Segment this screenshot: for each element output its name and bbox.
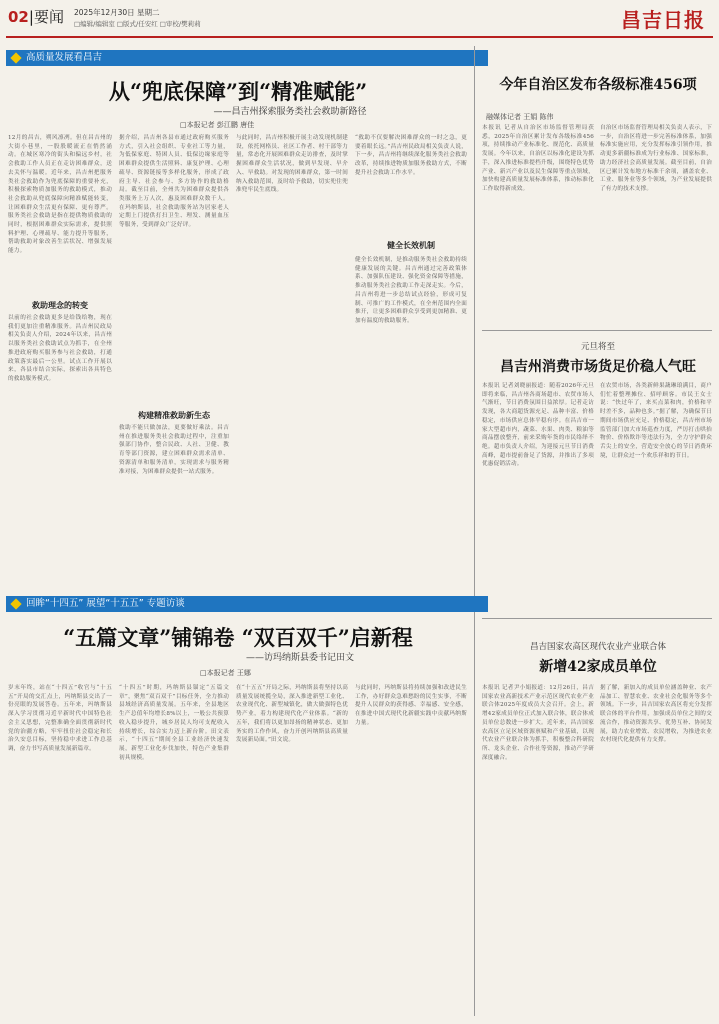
article1-subtitle: ——昌吉州探索服务类社会救助新路径 — [213, 107, 367, 117]
news1-byline: 融媒体记者 王娟 陈伟 — [486, 113, 554, 121]
news3-col2: 据了解，新加入的成员单位涵盖种业、农产品加工、智慧农业、农业社会化服务等多个领域。下一步，昌吉国家农高区将充分发挥联合体的平台作用，加强成员单位之间的交流合作，推动资源共享、优势互补、协同发展，助力农业增效、农民增收，为推进农业农村现代化提供有力支撑。 — [600, 685, 712, 744]
article2-title: “五篇文章”铺锦卷 “双百双千”启新程 — [63, 625, 413, 650]
article2-col4: 与此同时，玛纳斯县将持续加强和改进民生工作，办好群众急难愁盼的民生实事，不断提升人民群众的获得感、幸福感、安全感，在推进中国式现代化新疆实践中贡献玛纳斯力量。 — [355, 685, 467, 726]
news-separator-1 — [482, 330, 712, 331]
news1-col2: 自治区市场监督管理局相关负责人表示，下一步，自治区将进一步完善标准体系，加强标准实施应用，充分发挥标准引领作用，推动更多新疆标准成为行业标准、国家标准，助力经济社会高质量发展。截至目前，自治区已累计发布地方标准千余项，涵盖农业、工业、服务业等多个领域，为产业发展提供了有力的技术支撑。 — [600, 125, 712, 192]
article1-col1: 12月的昌吉，朔风凛冽。但在昌吉州的大街小巷里，一股股暖流正在悄然涌动。在城区寒冷的街头和偏远乡村，社会救助工作人员正在走访困难群众，送去关怀与温暖。近年来，昌吉州把服务类社会救助作为兜底保障的重要补充，积极探索物质加服务的救助模式，推动社会救助从兜底保障向精准赋能转变，让困难群众生活更有保障、更有尊严。服务类社会救助是指在提供物质救助的同时，根据困难群众实际需求，提供照料护理、心理疏导、能力提升等服务，帮助救助对象改善生活状况、增强发展能力。 — [8, 135, 112, 255]
article2-col1: 岁末年终，站在“十四五”收官与“十五五”开局的交汇点上，玛纳斯县交出了一份亮眼的发展答卷。五年来，玛纳斯县深入学习贯彻习近平新时代中国特色社会主义思想，完整准确全面贯彻新时代党的治疆方略，牢牢扭住社会稳定和长治久安总目标，坚持稳中求进工作总基调，奋力书写高质量发展新篇章。 — [8, 685, 112, 752]
header-rule — [6, 36, 713, 38]
news2-col1: 本报讯 记者刘晓丽报道：随着2026年元旦即将来临，昌吉州各商场超市、农贸市场人气渐旺，节日消费氛围日益浓厚。记者走访发现，各大商超货源充足、品种丰富、价格稳定，市场供应总体平稳有序。在昌吉市一家大型超市内，蔬菜、水果、肉类、粮油等商品摆放整齐，前来采购年货的市民络绎不绝。超市负责人介绍，为迎接元旦节日消费高峰，超市提前备足了货源，并推出了多项优惠促销活动。 — [482, 383, 594, 468]
news1-title: 今年自治区发布各级标准456项 — [499, 77, 697, 93]
article1-col2b: 救助不能只做加法，更要做好乘法。昌吉州在推进服务类社会救助过程中，注重加强部门协作，整合民政、人社、卫健、教育等部门资源，建立困难群众需求清单、资源清单和服务清单，实现需求与服务精准对接，为困难群众提供一站式服务。 — [119, 425, 229, 475]
article1-subhead-1: 救助理念的转变 — [32, 300, 88, 310]
news3-title: 新增42家成员单位 — [539, 659, 657, 675]
page-number: 02|要闻 — [8, 8, 64, 26]
article1-subhead-3: 健全长效机制 — [387, 240, 435, 250]
column-divider — [474, 46, 475, 1016]
issue-date: 2025年12月30日 星期二 — [74, 8, 160, 17]
news1-col1: 本报讯 记者从自治区市场监督管理局获悉，2025年自治区累计发布各级标准456项，持续推动产业标准化、规范化、高质量发展。今年以来，自治区以标准化建设为抓手，深入推进标准提档升级，围绕特色优势产业、新兴产业以及民生保障等重点领域，加快构建高质量发展标准体系，推动标准化工作取得新成效。 — [482, 125, 594, 192]
article1-col4b: 健全长效机制，是推动服务类社会救助持续健康发展的关键。昌吉州通过完善政策体系、加强队伍建设、强化资金保障等措施，推动服务类社会救助工作走深走实。今后，昌吉州将进一步总结试点经验，形成可复制、可推广的工作模式，在全州范围内全面推开，让更多困难群众享受到更加精准、更加有温度的救助服务。 — [355, 257, 467, 324]
newspaper-logo: 昌吉日报 — [621, 8, 705, 32]
article1-col3: 与此同时，昌吉州积极开展主动发现机制建设，依托网格员、社区工作者、村干部等力量，常态化开展困难群众走访排查，及时掌握困难群众生活状况，做到早发现、早介入、早救助。对发现的困难群众，第一时间纳入救助范围，及时给予救助，切实兜住兜准兜牢民生底线。 — [236, 135, 348, 194]
news-separator-2 — [482, 618, 712, 619]
article1-subhead-2: 构建精准救助新生态 — [138, 410, 210, 420]
news3-col1: 本报讯 记者尹小娟报道：12月26日，昌吉国家农业高新技术产业示范区现代农业产业联合体2025年度成员大会召开。会上，新增42家成员单位正式加入联合体，联合体成员单位总数进一步扩大。近年来，昌吉国家农高区立足区域资源禀赋和产业基础，以现代农业产业联合体为抓手，积极整合科研院所、龙头企业、合作社等资源，推动产学研深度融合。 — [482, 685, 594, 761]
news3-kicker: 昌吉国家农高区现代农业产业联合体 — [529, 642, 666, 652]
article2-subtitle: ——访玛纳斯县委书记田文 — [245, 653, 354, 663]
news2-title: 昌吉州消费市场货足价稳人气旺 — [500, 359, 696, 375]
article2-col3: 在“十五五”开局之际，玛纳斯县将坚持以高质量发展统揽全局，深入推进新型工业化、农业现代化、新型城镇化，做大做强特色优势产业，着力构建现代化产业体系。“新的五年，我们将以更加昂扬的精神状态、更加务实的工作作风，奋力开创玛纳斯县高质量发展新局面。”田文说。 — [236, 685, 348, 744]
article2-byline: □本报记者 王娜 — [200, 669, 251, 677]
article1-title: 从“兜底保障”到“精准赋能” — [108, 79, 368, 104]
editor-line: □编辑/编辑室 □版式/任安红 □审校/樊莉莉 — [74, 20, 201, 28]
article1-col2: 据介绍，昌吉州各县市通过政府购买服务方式，引入社会组织、专业社工等力量，为低保家庭、特困人员、低保边缘家庭等困难群众提供生活照料、康复护理、心理疏导、资源链接等多样化服务，形成了政府主导、社会参与、多方协作的救助格局。截至目前，全州共为困难群众提供各类服务上万人次，惠及困难群众数千人。在玛纳斯县，社会救助服务站为居家老人定期上门提供打扫卫生、理发、测量血压等服务，受到群众广泛好评。 — [119, 135, 229, 229]
news2-kicker: 元旦将至 — [580, 342, 615, 352]
article2-col2: “十四五”时期，玛纳斯县锚定“五篇文章”，聚焦“双百双千”目标任务，全力推动县域经济高质量发展。五年来，全县地区生产总值年均增长8%以上，一般公共预算收入稳步提升，城乡居民人均可支配收入持续增长，综合实力迈上新台阶。田文表示，“十四五”期间全县工业经济快速发展，新型工业化步伐加快，特色产业集群初具规模。 — [119, 685, 229, 761]
section-banner-top: 高质量发展看昌吉 — [6, 50, 488, 66]
section-banner-mid: 回眸“十四五” 展望“十五五” 专题访谈 — [6, 596, 488, 612]
news2-col2: 在农贸市场，各类新鲜果蔬琳琅满目，商户们忙着整理摊位、招呼顾客。市民王女士说：“快过年了，来买点菜和肉，价格和平时差不多，品种也多。”据了解，为确保节日期间市场供应充足、价格稳定，昌吉州市场监管部门加大市场巡查力度，严厉打击哄抬物价、价格欺诈等违法行为，全力守护群众舌尖上的安全，营造安全放心的节日消费环境，让群众过一个欢乐祥和的节日。 — [600, 383, 712, 459]
article1-col1b: 以前的社会救助更多是给钱给物，现在我们更加注重精准服务。昌吉州民政局相关负责人介绍，2024年以来，昌吉州以服务类社会救助试点为抓手，在全州推进政府购买服务参与社会救助，打通政策落实最后一公里。试点工作开展以来，各县市结合实际，探索出各具特色的救助服务模式。 — [8, 315, 112, 382]
article1-byline: □本报记者 彭江鹏 唐佳 — [180, 121, 255, 129]
article1-col4: “救助不仅要解决困难群众的一时之急，更要着眼长远。”昌吉州民政局相关负责人说，下一步，昌吉州将继续深化服务类社会救助改革，持续推进物质加服务救助方式，不断提升社会救助工作水平。 — [355, 135, 467, 176]
